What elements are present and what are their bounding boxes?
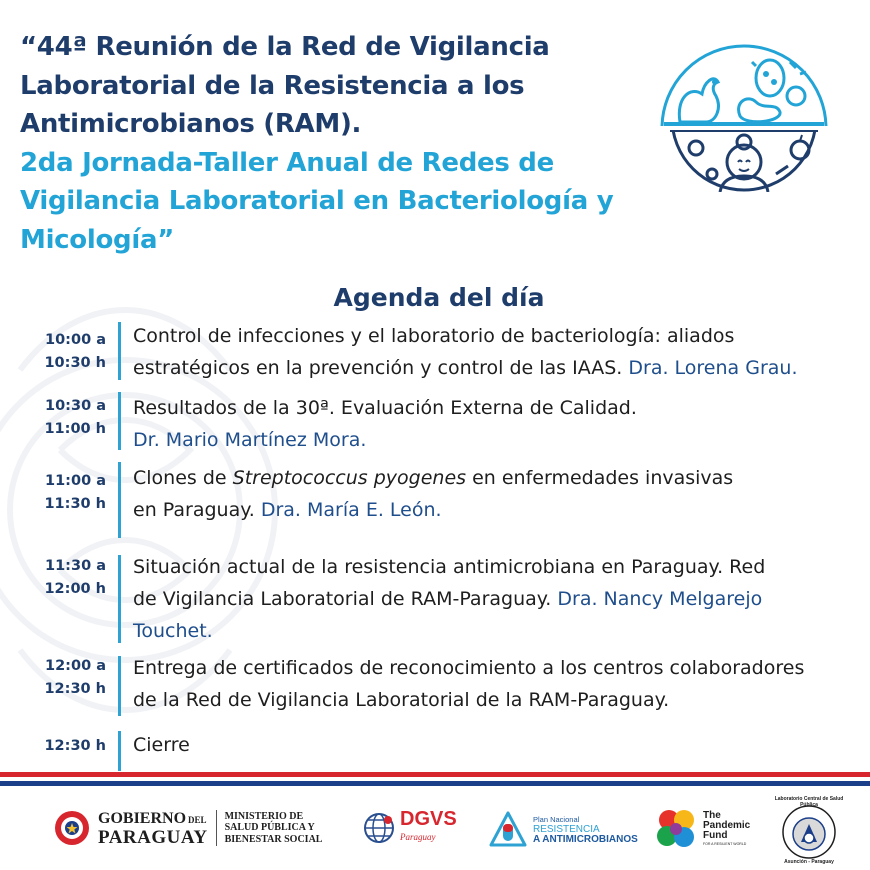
speaker-name: Touchet. <box>133 620 213 642</box>
time-start: 12:00 a <box>45 658 106 674</box>
del-text: DEL <box>188 815 207 825</box>
plan-nacional-text: Plan Nacional <box>533 815 580 824</box>
time-start: 10:30 a <box>45 398 106 414</box>
speaker-name: Dra. María E. León. <box>260 499 442 521</box>
time-end: 12:00 h <box>44 581 106 597</box>
globe-icon <box>362 811 398 845</box>
speaker-name: Dra. Lorena Grau. <box>628 357 798 379</box>
agenda-time <box>36 329 106 375</box>
dgvs-text: DGVS <box>400 808 457 830</box>
one-health-logo <box>656 38 832 192</box>
title-line: Antimicrobianos (RAM). <box>20 109 362 139</box>
description-line: Control de infecciones y el laboratorio de bacteriología: aliados <box>133 325 735 347</box>
laboratorio-central-logo <box>768 796 850 868</box>
timeline-bar <box>118 462 121 538</box>
plan-nacional-ram-logo <box>488 810 638 850</box>
gobierno-paraguay-logo <box>52 808 322 848</box>
description-line: Situación actual de la resistencia antimicrobiana en Paraguay. Red <box>133 556 766 578</box>
description-line: estratégicos en la prevención y control de las IAAS. Dra. Lorena Grau. <box>133 357 798 379</box>
speaker-name: Dr. Mario Martínez Mora. <box>133 429 367 451</box>
agenda-time <box>36 735 106 758</box>
time-end: 10:30 h <box>44 355 106 371</box>
time-end: 11:30 h <box>44 496 106 512</box>
agenda-time <box>36 655 106 701</box>
timeline-bar <box>118 731 121 771</box>
description-line: Cierre <box>133 734 190 756</box>
pandemic-fund-text: Fund <box>703 830 728 841</box>
description-line: de la Red de Vigilancia Laboratorial de la RAM-Paraguay. <box>133 689 670 711</box>
agenda-description <box>133 652 870 716</box>
resistencia-text: RESISTENCIA <box>533 824 600 835</box>
speaker-name: Dra. Nancy Melgarejo <box>557 588 763 610</box>
dgvs-subtext: Paraguay <box>400 832 436 842</box>
description-line: Entrega de certificados de reconocimiento a los centros colaboradores <box>133 657 805 679</box>
antimicrobianos-text: A ANTIMICROBIANOS <box>533 834 638 845</box>
time-end: 11:00 h <box>44 421 106 437</box>
paraguay-text: PARAGUAY <box>98 827 208 848</box>
agenda-description <box>133 729 870 761</box>
description-line: de Vigilancia Laboratorial de RAM-Paraguay. Dra. Nancy Melgarejo <box>133 588 763 610</box>
time-start: 10:00 a <box>45 332 106 348</box>
time-start: 11:30 a <box>45 558 106 574</box>
description-line: Clones de Streptococcus pyogenes en enfermedades invasivas <box>133 467 734 489</box>
time-start: 11:00 a <box>45 473 106 489</box>
laboratorio-city-text: Asunción - Paraguay <box>784 859 834 865</box>
time-end: 12:30 h <box>44 681 106 697</box>
description-line: Resultados de la 30ª. Evaluación Externa de Calidad. <box>133 397 637 419</box>
agenda-time <box>36 395 106 441</box>
pandemic-fund-text: Pandemic <box>703 820 751 831</box>
timeline-bar <box>118 322 121 380</box>
flag-stripe-blue <box>0 781 870 786</box>
title-line: “44ª Reunión de la Red de Vigilancia <box>20 32 550 62</box>
time-single: 12:30 h <box>44 738 106 754</box>
agenda-description <box>133 392 870 456</box>
subtitle-line: Micología” <box>20 224 174 255</box>
species-name: Streptococcus pyogenes <box>232 467 467 489</box>
timeline-bar <box>118 392 121 450</box>
dgvs-logo <box>362 810 457 846</box>
gobierno-text: GOBIERNO <box>98 810 187 827</box>
agenda-time <box>36 555 106 601</box>
pandemic-fund-tagline: FOR A RESILIENT WORLD <box>703 842 747 846</box>
subtitle-line: 2da Jornada-Taller Anual de Redes de <box>20 147 554 178</box>
event-title <box>20 28 640 259</box>
agenda-time <box>36 470 106 516</box>
laboratorio-text: Laboratorio Central de Salud Pública <box>774 796 844 808</box>
logo-divider <box>216 810 217 846</box>
agenda-description <box>133 551 870 647</box>
timeline-bar <box>118 555 121 643</box>
pandemic-fund-icon <box>655 808 697 850</box>
ministerio-text: MINISTERIO DE SALUD PÚBLICA Y BIENESTAR SOCIAL <box>224 810 323 845</box>
agenda-description <box>133 320 870 384</box>
sponsor-footer <box>0 790 870 870</box>
pandemic-fund-logo <box>655 808 750 850</box>
pandemic-fund-text: The <box>703 810 721 821</box>
agenda-description <box>133 462 870 526</box>
subtitle-line: Vigilancia Laboratorial en Bacteriología y <box>20 186 614 216</box>
agenda-heading: Agenda del día <box>333 283 545 312</box>
paraguay-emblem-icon <box>52 808 92 848</box>
timeline-bar <box>118 656 121 716</box>
title-line: Laboratorial de la Resistencia a los <box>20 70 525 101</box>
description-line: en Paraguay. Dra. María E. León. <box>133 499 442 521</box>
capsule-icon <box>488 810 528 850</box>
